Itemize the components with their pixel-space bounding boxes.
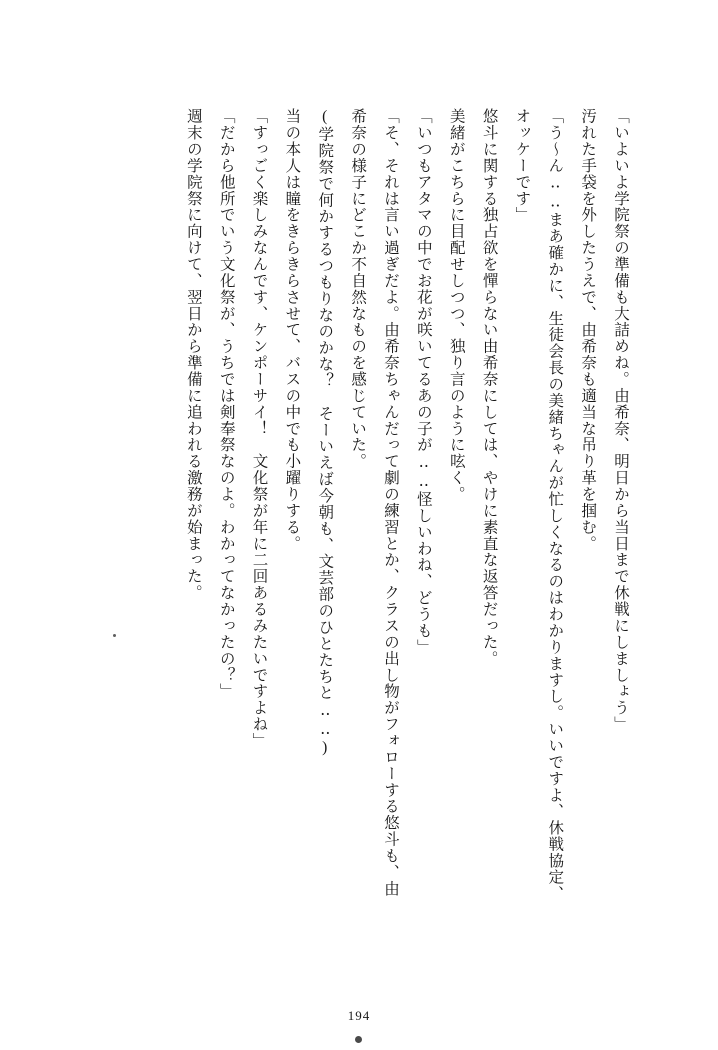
text-line: 「そ、それは言い過ぎだよ。由希奈ちゃんだって劇の練習とか、クラスの出し物がフォローする悠斗も、由希奈の様子にどこか不自然なものを感じていた。 [349,108,399,897]
text-line: 「いよいよ学院祭の準備も大詰めね。由希奈、明日から当日まで休戦にしましょう」 [612,108,629,733]
text-line: 当の本人は瞳をきらきらさせて、バスの中でも小躍りする。 [283,108,301,552]
body-text [96,108,636,908]
text-line: 週末の学院祭に向けて、翌日から準備に追われる激務が始まった。 [184,108,202,601]
text-line: 美緒がこちらに目配せしつつ、独り言のように呟く。 [447,108,465,503]
ink-artifact-icon [355,1036,362,1043]
text-line: 「だから他所でいう文化祭が、うちでは剣奉祭なのよ。わかってなかったの？」 [217,108,235,700]
page-number: 194 [347,1008,371,1023]
text-line: 「いつもアタマの中でお花が咲いてるあの子が‥‥怪しいわね、どうも」 [414,108,432,656]
text-line: 汚れた手袋を外したうえで、由希奈も適当な吊り革を掴む。 [579,108,597,552]
text-line: (学院祭で何かするつもりなのかな？ そーいえば今朝も、文芸部のひとたちと‥‥) [316,108,334,757]
text-line: 悠斗に関する独占欲を憚らない由希奈にしては、やけに素直な返答だった。 [480,108,498,667]
text-line: 「すっごく楽しみなんです、ケンポーサイ！ 文化祭が年に二回あるみたいですよね」 [250,108,268,749]
text-line: 「う〜ん‥‥まあ確かに、生徒会長の美緒ちゃんが忙しくなるのはわかりますし。いいですよ、休戦協定、オッケーです」 [513,108,564,902]
ink-artifact-icon [113,634,116,637]
